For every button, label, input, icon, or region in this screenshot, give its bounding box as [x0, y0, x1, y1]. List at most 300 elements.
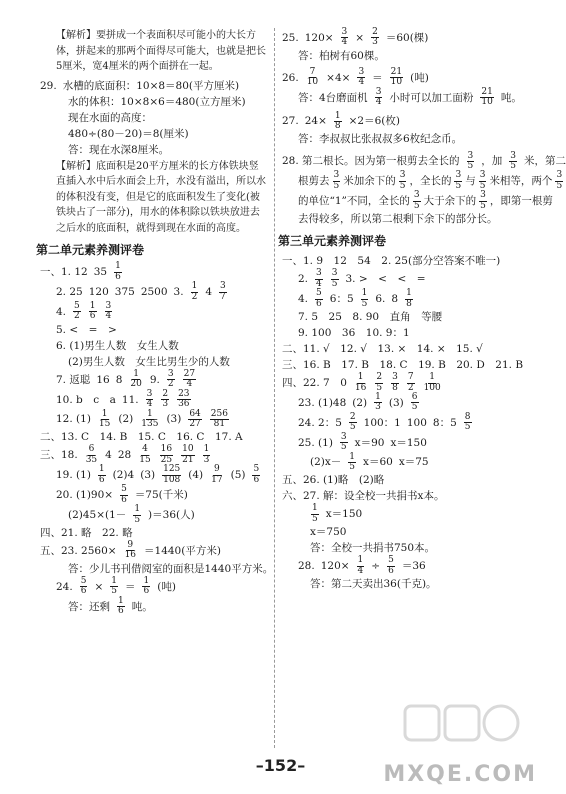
- text: 375: [114, 285, 135, 298]
- fraction: [357, 556, 365, 576]
- q29-text-2: 水的体积：10×8×6＝480(立方厘米): [68, 96, 246, 109]
- text: 4: [205, 285, 212, 298]
- answer-row-9: [40, 410, 268, 430]
- text: 五、26. (1)略 (2)略: [282, 474, 385, 487]
- fraction: [413, 191, 421, 211]
- text: 吨。: [131, 600, 153, 613]
- text: ，全长的: [409, 175, 452, 188]
- watermark-logo-icon: [401, 700, 521, 750]
- text: 答：全校一共捐书750本。: [310, 542, 436, 555]
- unit3-row-3: [282, 289, 522, 309]
- fraction: [89, 302, 97, 322]
- denominator: 16: [354, 382, 367, 393]
- text: ×: [355, 31, 365, 44]
- denominator: 35: [85, 454, 98, 465]
- text: 35: [93, 266, 108, 279]
- fraction: [124, 541, 137, 561]
- text: 四、22. 7 0: [282, 376, 347, 389]
- q29-line-1: [40, 79, 268, 95]
- text: ＝36: [401, 560, 426, 573]
- answer-row-11: [40, 445, 268, 465]
- denominator: 6: [253, 474, 260, 485]
- denominator: 2: [191, 291, 198, 302]
- text: ＝1440(平方米): [144, 544, 221, 557]
- denominator: 5: [361, 298, 368, 309]
- text: 7. 5 25 8. 90 直角 等腰: [298, 310, 443, 323]
- numerator: 1: [312, 503, 318, 514]
- fraction: [375, 88, 383, 108]
- text: (5): [230, 469, 246, 482]
- numerator: 3: [340, 431, 347, 442]
- denominator: 5: [399, 180, 406, 191]
- text: 28: [117, 449, 132, 462]
- denominator: 5: [480, 200, 486, 211]
- numerator: 3: [146, 388, 153, 399]
- numerator: 1: [118, 595, 124, 606]
- column-divider: [274, 28, 275, 748]
- text: ÷: [371, 560, 381, 573]
- fraction: [387, 556, 395, 576]
- numerator: 3: [467, 150, 474, 161]
- numerator: 2: [372, 27, 378, 37]
- unit3-row-15: [282, 504, 522, 524]
- text: (2)x－: [310, 456, 342, 469]
- text: 8: [115, 373, 123, 386]
- text: (2)4: [112, 469, 135, 482]
- numerator: 3: [399, 170, 406, 181]
- fraction: [454, 171, 462, 191]
- numerator: 1: [406, 288, 412, 299]
- unit3-row-8: [282, 373, 522, 393]
- answer-row-12: [40, 465, 268, 485]
- answer-row-18: [40, 577, 268, 597]
- text: 五、23. 2560×: [40, 544, 117, 557]
- text: 24×: [304, 115, 327, 128]
- text: 6. (1)男生人数 女生人数: [56, 339, 179, 352]
- numerator: 3: [105, 300, 112, 311]
- q28-line-4: [282, 211, 522, 227]
- fraction: [306, 68, 319, 88]
- unit3-row-11: [282, 433, 522, 453]
- denominator: 36: [178, 399, 190, 410]
- fraction: [80, 577, 88, 597]
- numerator: 21: [390, 66, 403, 77]
- text: (2): [118, 413, 134, 426]
- q28-line-3: [282, 190, 553, 211]
- numerator: 2: [162, 388, 169, 399]
- text: 100：1: [363, 416, 401, 429]
- text: 28.: [298, 560, 315, 573]
- denominator: 8: [406, 298, 412, 309]
- text: (吨): [157, 580, 176, 593]
- text: 20. (1)90×: [56, 489, 114, 502]
- text: 26.: [282, 71, 299, 84]
- text: 3.: [173, 285, 184, 298]
- text: 二、13. C 14. B 15. C 16. C 17. A: [40, 431, 243, 444]
- answer-row-7: [40, 370, 268, 390]
- fraction: [161, 390, 169, 410]
- page-number: –152–: [255, 756, 306, 775]
- text: x＝750: [310, 526, 347, 539]
- unit3-row-2: [282, 269, 522, 289]
- numerator: 3: [392, 372, 398, 383]
- unit2-heading: 第二单元素养测评卷: [36, 243, 145, 257]
- numerator: 2: [349, 411, 356, 422]
- fraction: [407, 373, 415, 393]
- numerator: 3: [455, 170, 462, 181]
- answer-row-19: [40, 597, 268, 617]
- denominator: 4: [341, 37, 348, 48]
- fraction: [333, 171, 341, 191]
- answer-row-3: [40, 302, 268, 322]
- text: x＝150: [390, 436, 427, 449]
- denominator: 6: [115, 271, 121, 282]
- unit3-row-1: [282, 253, 522, 269]
- text: 28. 第二根长。因为第一根剪去全长的: [282, 155, 460, 168]
- fraction: [399, 171, 407, 191]
- answer-row-8: [40, 390, 268, 410]
- numerator: 1: [203, 444, 210, 455]
- text: x＝75: [398, 456, 429, 469]
- numerator: 1: [191, 281, 198, 292]
- fraction: [467, 152, 475, 172]
- numerator: 2: [376, 372, 383, 383]
- fraction: [117, 597, 125, 617]
- text: ，加: [481, 155, 503, 168]
- text: ×: [94, 580, 104, 593]
- numerator: 5: [253, 464, 260, 475]
- fraction: [183, 370, 196, 390]
- denominator: 108: [163, 474, 181, 485]
- text: 去得较多，所以第二根剩下余下的部分长。: [298, 213, 498, 226]
- text: 11.: [121, 393, 139, 406]
- answer-row-14: [40, 505, 268, 525]
- denominator: 5: [349, 462, 356, 472]
- q27-line-2: [282, 132, 522, 148]
- fraction: [219, 282, 227, 302]
- fraction: [210, 465, 223, 485]
- text: 的单位“1”不同，全长的: [298, 195, 410, 208]
- denominator: 4: [375, 97, 382, 108]
- unit3-row-13: [282, 472, 522, 488]
- denominator: 7: [220, 291, 226, 302]
- numerator: 5: [80, 575, 87, 586]
- fraction: [479, 171, 487, 191]
- denominator: 5: [411, 402, 418, 413]
- denominator: 15: [139, 454, 151, 465]
- numerator: 7: [309, 66, 316, 77]
- text: 米加余下的: [343, 175, 396, 188]
- unit3-row-7: [282, 357, 522, 373]
- numerator: 256: [210, 408, 228, 419]
- analysis-paragraph-1: 【解析】要拼成一个表面积尽可能小的大长方体，拼起来的那两个面得尽可能大，也就是把长5厘米，宽4厘米的两个面拼在一起。: [56, 30, 266, 72]
- unit3-row-14: [282, 488, 522, 504]
- denominator: 4: [357, 565, 364, 576]
- numerator: 3: [375, 86, 382, 97]
- text: 10. b c a: [56, 393, 116, 406]
- text: )＝36(人): [148, 508, 195, 521]
- text: x＝60: [363, 456, 393, 469]
- fraction: [133, 505, 141, 525]
- numerator: 3: [479, 170, 486, 181]
- text: 2500: [140, 285, 168, 298]
- numerator: 1: [89, 300, 96, 311]
- q26-line-1: [282, 68, 522, 88]
- denominator: 5: [413, 200, 420, 211]
- fraction: [114, 262, 122, 282]
- numerator: 7: [407, 372, 414, 383]
- fraction: [188, 410, 201, 430]
- denominator: 6: [388, 565, 394, 576]
- answer-row-10: [40, 429, 268, 445]
- denominator: 5: [467, 160, 474, 171]
- left-column: [36, 28, 274, 617]
- text: ＝75(千米): [134, 489, 188, 502]
- numerator: 1: [133, 368, 140, 379]
- numerator: 21: [481, 86, 493, 97]
- denominator: 2: [167, 379, 174, 390]
- numerator: 125: [163, 464, 181, 475]
- q29-text-4: 480÷(80－20)＝8(厘米): [68, 128, 189, 141]
- fraction: [349, 413, 357, 433]
- denominator: 10: [306, 77, 319, 88]
- fraction: [191, 282, 199, 302]
- text: (3): [140, 469, 156, 482]
- numerator: 5: [388, 555, 394, 566]
- numerator: 1: [334, 110, 341, 121]
- fraction: [73, 302, 81, 322]
- answer-row-15: [40, 525, 268, 541]
- text: ＝: [124, 580, 136, 593]
- numerator: 4: [142, 444, 148, 455]
- text: 米，第二: [524, 155, 566, 168]
- answer-row-1: [40, 262, 268, 282]
- fraction: [98, 465, 106, 485]
- text: 一、1. 9 12 54 2. 25(部分空答案不唯一): [282, 255, 501, 268]
- q29-line-3: [40, 111, 268, 127]
- numerator: 3: [316, 268, 322, 279]
- text: 120×: [320, 560, 350, 573]
- q29-text-1: 水槽的底面积：10×8＝80(平方厘米): [62, 80, 240, 93]
- denominator: 10: [390, 77, 403, 88]
- text: 小时可以加工面粉: [389, 91, 474, 104]
- unit3-row-18: [282, 556, 522, 576]
- fraction: [411, 393, 419, 413]
- denominator: 6: [89, 311, 96, 322]
- denominator: 3: [375, 402, 381, 413]
- text: 2. 25: [56, 285, 83, 298]
- text: 9.: [149, 373, 160, 386]
- denominator: 20: [130, 379, 142, 390]
- unit3-row-10: [282, 413, 522, 433]
- fraction: [142, 577, 150, 597]
- denominator: 10: [481, 97, 493, 108]
- numerator: 1: [429, 372, 436, 383]
- denominator: 5: [333, 180, 340, 191]
- denominator: 6: [143, 586, 150, 597]
- unit3-row-19: [282, 576, 522, 592]
- denominator: 5: [376, 382, 383, 393]
- text: 25. (1): [298, 436, 333, 449]
- answer-row-2: [40, 282, 268, 302]
- q25-line-1: [282, 28, 522, 48]
- fraction: [509, 152, 517, 172]
- denominator: 15: [98, 419, 111, 429]
- numerator: 8: [464, 411, 471, 422]
- text: 六、27. 解：设全校一共捐书x本。: [282, 490, 445, 503]
- text: 答：少儿书刊借阅室的面积是1440平方米。: [68, 562, 274, 575]
- denominator: 5: [340, 442, 347, 453]
- numerator: 27: [183, 368, 196, 379]
- denominator: 8: [334, 121, 341, 132]
- denominator: 4: [105, 311, 112, 322]
- q27-line-1: [282, 112, 522, 132]
- text: 三、16. B 17. B 18. C 19. B 20. D 21. B: [282, 358, 524, 371]
- text: 4.: [56, 305, 67, 318]
- text: 3. > < < =: [345, 273, 426, 286]
- numerator: 1: [101, 408, 108, 419]
- denominator: 2: [407, 382, 414, 393]
- text: 24. 2：5: [298, 416, 342, 429]
- watermark-text: MXQE.COM: [383, 762, 537, 787]
- text: 米相等，两个: [489, 175, 553, 188]
- text: (3): [388, 396, 404, 409]
- numerator: 6: [411, 391, 418, 402]
- denominator: 2: [74, 311, 80, 322]
- numerator: 9: [127, 539, 134, 550]
- text: x＝150: [325, 508, 363, 521]
- fraction: [311, 504, 319, 524]
- fraction: [361, 289, 369, 309]
- numerator: 3: [413, 190, 420, 201]
- text: ，即第一根剪: [489, 195, 553, 208]
- numerator: 1: [349, 451, 356, 462]
- fraction: [341, 28, 349, 48]
- text: ×2＝6(枚): [348, 115, 400, 128]
- q29-line-2: [40, 95, 268, 111]
- numerator: 3: [556, 170, 563, 181]
- fraction: [354, 373, 367, 393]
- fraction: [374, 393, 382, 413]
- fraction: [162, 465, 181, 485]
- text: (2): [352, 396, 368, 409]
- numerator: 1: [357, 372, 364, 383]
- fraction: [480, 88, 493, 108]
- fraction: [334, 112, 342, 132]
- numerator: 3: [220, 281, 226, 292]
- numerator: 1: [357, 555, 364, 566]
- q25-line-2: [282, 48, 522, 64]
- answer-row-6: [40, 354, 268, 370]
- denominator: 6: [121, 494, 127, 505]
- denominator: 3: [372, 37, 378, 48]
- denominator: 6: [316, 298, 322, 309]
- fraction: [375, 373, 383, 393]
- numerator: 6: [88, 444, 95, 455]
- text: 8: [391, 293, 399, 306]
- fraction: [423, 373, 442, 393]
- text: (4): [188, 469, 204, 482]
- denominator: 5: [464, 422, 471, 433]
- fraction: [138, 445, 151, 465]
- answer-row-16: [40, 541, 268, 561]
- unit3-heading: 第三单元素养测评卷: [278, 234, 387, 249]
- numerator: 1: [115, 261, 121, 272]
- fraction: [555, 171, 563, 191]
- numerator: 1: [146, 408, 153, 419]
- analysis-paragraph-2: 【解析】底面积是20平方厘米的长方体铁块竖直插入水中后水面会上升，水没有溢出，所以水的体积没有变，但是它的底面积发生了变化(被铁块占了一部分)，用水的体积除以铁块放进去之后水的底面积，就得到现在水面的高度。: [56, 160, 266, 234]
- answer-row-17: [40, 561, 274, 577]
- unit3-row-5: [282, 325, 522, 341]
- text: 6：5: [329, 293, 354, 306]
- text: 120×: [304, 31, 334, 44]
- text: 答：4台磨面机: [298, 91, 368, 104]
- text: 16: [96, 373, 110, 386]
- fraction: [167, 370, 175, 390]
- text: 19. (1): [56, 469, 91, 482]
- numerator: 5: [121, 484, 127, 495]
- denominator: 5: [510, 160, 517, 171]
- fraction: [315, 269, 323, 289]
- text: 24.: [56, 580, 73, 593]
- q28-line-1: [282, 150, 566, 172]
- numerator: 9: [214, 464, 220, 475]
- denominator: 5: [111, 586, 117, 597]
- fraction: [371, 28, 379, 48]
- denominator: 16: [124, 550, 137, 561]
- text: 一、1. 12: [40, 266, 88, 279]
- unit3-row-17: [282, 540, 522, 556]
- denominator: 5: [556, 180, 563, 191]
- numerator: 1: [143, 575, 150, 586]
- denominator: 81: [213, 419, 226, 429]
- numerator: 3: [510, 150, 517, 161]
- fraction: [390, 68, 403, 88]
- denominator: 5: [134, 514, 141, 525]
- q29-text-3: 现在水面的高度：: [68, 112, 152, 125]
- text: 25.: [282, 31, 299, 44]
- denominator: 4: [146, 399, 153, 410]
- q28-line-2: [282, 170, 563, 191]
- numerator: 5: [74, 300, 80, 311]
- q29-line-4: [40, 127, 268, 143]
- text: 7. 返聪: [56, 373, 91, 386]
- unit3-row-6: [282, 341, 522, 357]
- denominator: 6: [80, 586, 87, 597]
- fraction: [120, 485, 128, 505]
- numerator: 3: [167, 368, 174, 379]
- q29-number: 29.: [40, 80, 57, 93]
- denominator: 5: [349, 422, 356, 433]
- answer-row-13: [40, 485, 268, 505]
- q29-line-5: [40, 143, 268, 159]
- text: 答：第二天卖出36(千克)。: [310, 578, 437, 591]
- unit3-row-4: [282, 309, 522, 325]
- denominator: 8: [392, 382, 398, 393]
- text: 答：柏树有60棵。: [298, 49, 385, 62]
- text: (2)男生人数 女生比男生少的人数: [68, 355, 230, 368]
- denominator: 5: [479, 180, 486, 191]
- numerator: 1: [98, 464, 105, 475]
- fraction: [105, 302, 113, 322]
- text: 四、21. 略 22. 略: [40, 526, 133, 539]
- text: (2)45×(1－: [68, 508, 127, 521]
- text: 大于余下的: [423, 195, 477, 208]
- denominator: 17: [211, 474, 223, 485]
- text: ＝60(棵): [385, 31, 429, 44]
- numerator: 23: [178, 388, 190, 399]
- text: 100: [406, 416, 427, 429]
